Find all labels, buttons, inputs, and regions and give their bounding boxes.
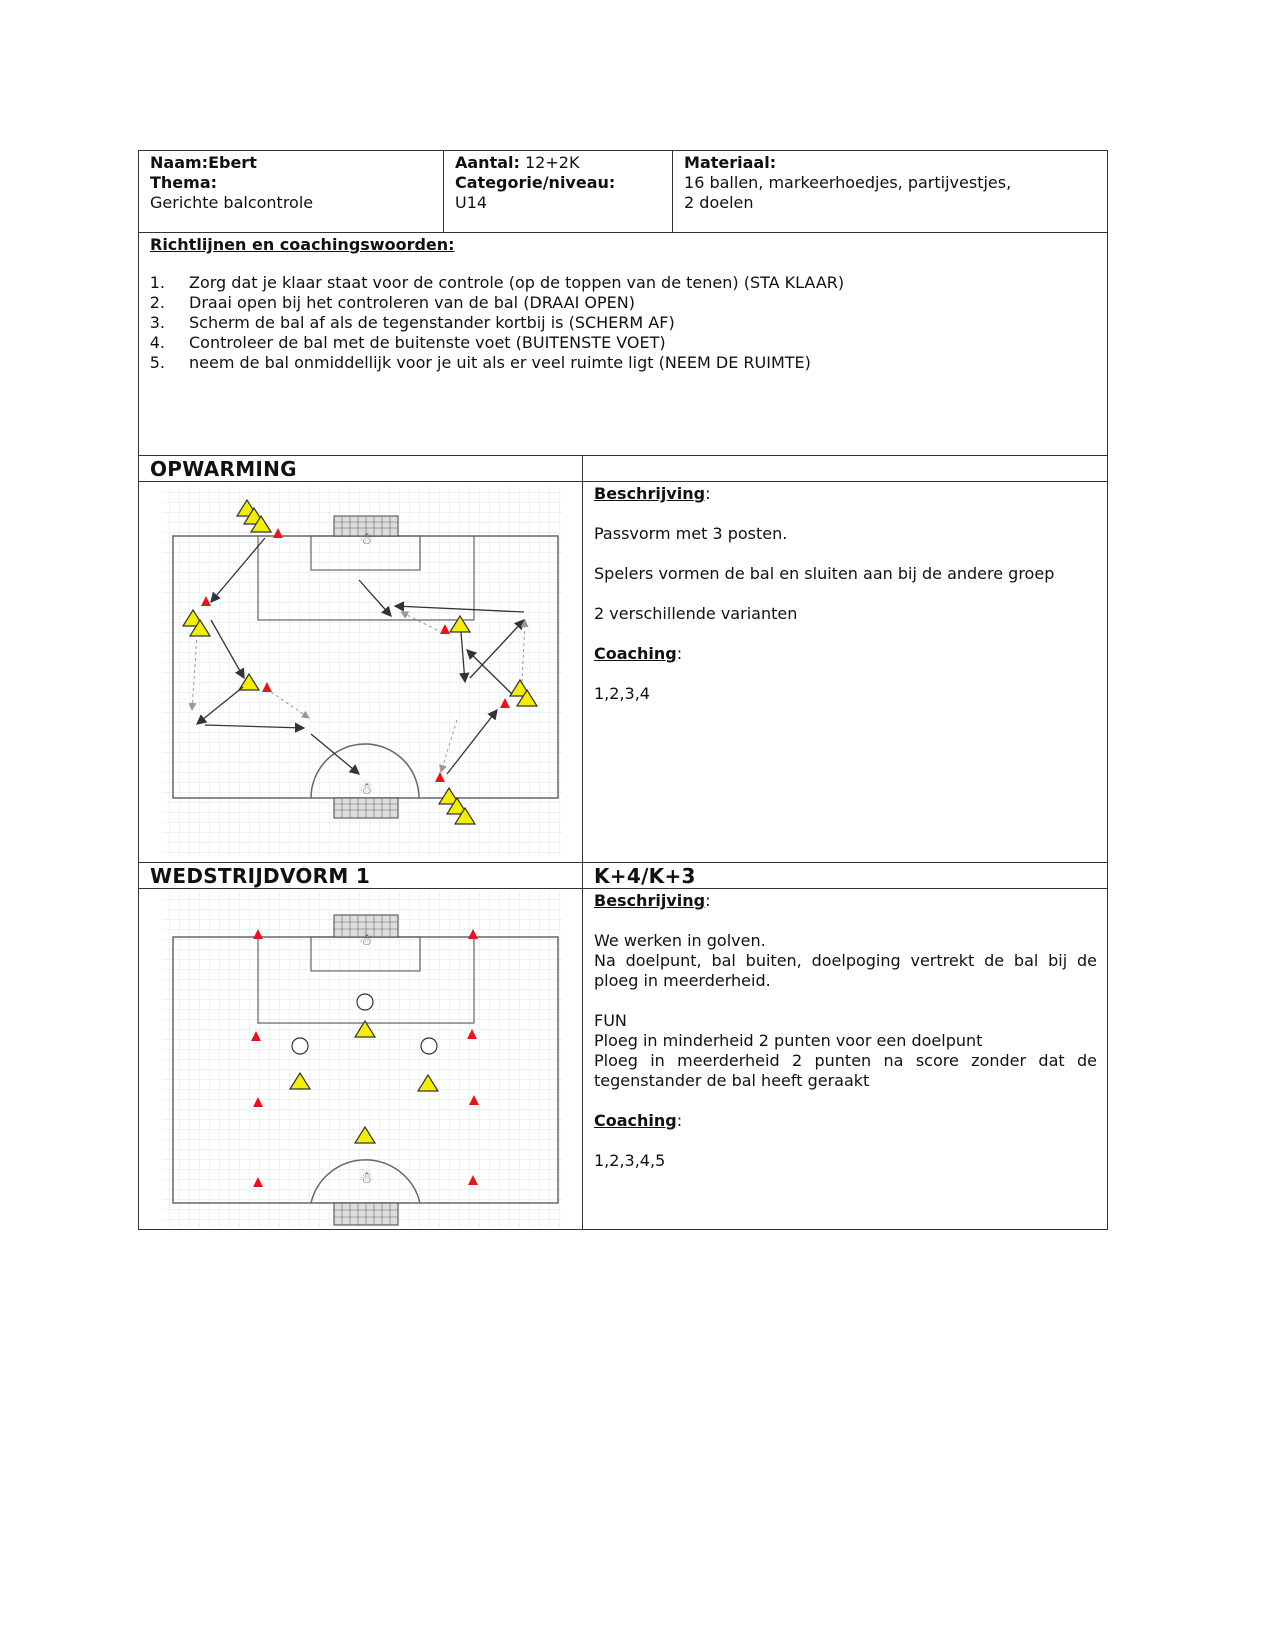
wedstrijdvorm-coaching-value: 1,2,3,4,5 xyxy=(594,1151,666,1170)
materiaal-cell xyxy=(673,151,1108,233)
name-theme-cell xyxy=(139,151,444,233)
categorie-value: U14 xyxy=(455,193,488,212)
opwarming-description-cell: Beschrijving: Passvorm met 3 posten. Spelers vormen de bal en sluiten aan bij de andere groep 2 verschillende varianten Coaching: 1,2,3,4 xyxy=(583,482,1108,863)
guideline-num: 1. xyxy=(149,273,165,292)
goalkeeper-top-icon: ☃ xyxy=(358,930,374,949)
wedstrijdvorm-line2: Na doelpunt, bal buiten, doelpoging vertrekt de bal bij de ploeg in meerderheid. xyxy=(594,951,1098,990)
guidelines-row xyxy=(139,233,1108,456)
wedstrijdvorm-line4: Ploeg in minderheid 2 punten voor een doelpunt xyxy=(594,1031,983,1050)
guideline-text: Draai open bij het controleren van de bal (DRAAI OPEN) xyxy=(189,293,635,312)
wedstrijdvorm-right-title: K+4/K+3 xyxy=(594,864,696,888)
wedstrijdvorm-line3: FUN xyxy=(594,1011,627,1030)
opwarming-coaching-value: 1,2,3,4 xyxy=(594,684,650,703)
wedstrijdvorm-title: WEDSTRIJDVORM 1 xyxy=(150,864,371,888)
goalkeeper-bottom-icon: ☃ xyxy=(358,1168,374,1187)
guidelines-list xyxy=(139,273,1107,373)
opwarming-content-row xyxy=(139,482,1108,863)
guideline-item xyxy=(139,313,1107,333)
aantal-label: Aantal: xyxy=(455,153,520,172)
guideline-num: 5. xyxy=(149,353,165,372)
warmup-pitch-diagram xyxy=(139,482,582,862)
guidelines-title: Richtlijnen en coachingswoorden: xyxy=(150,235,455,254)
opwarming-line1: Passvorm met 3 posten. xyxy=(594,524,788,543)
session-sheet xyxy=(138,150,1107,1230)
guideline-item xyxy=(139,293,1107,313)
opwarming-right-title xyxy=(583,456,1107,481)
thema-label: Thema: xyxy=(150,173,218,192)
guideline-item xyxy=(139,273,1107,293)
guideline-item xyxy=(139,353,1107,373)
goalkeeper-bottom-icon: ☃ xyxy=(358,779,374,798)
materiaal-line1: 16 ballen, markeerhoedjes, partijvestjes, xyxy=(684,173,1012,192)
wedstrijdvorm-line5: Ploeg in meerderheid 2 punten na score zonder dat de tegenstander de bal heeft geraakt xyxy=(594,1051,1098,1090)
opwarming-line3: 2 verschillende varianten xyxy=(594,604,798,623)
guidelines-cell xyxy=(139,233,1108,456)
guideline-num: 3. xyxy=(149,313,165,332)
opwarming-diagram-cell xyxy=(139,482,583,863)
aantal-value: 12+2K xyxy=(525,153,580,172)
aantal-cell xyxy=(444,151,673,233)
wedstrijdvorm-line1: We werken in golven. xyxy=(594,931,766,950)
naam-value: Ebert xyxy=(208,153,257,172)
training-form xyxy=(138,150,1108,1230)
wedstrijdvorm-title-cell xyxy=(139,863,583,889)
coaching-label: Coaching xyxy=(594,1111,677,1130)
materiaal-line2: 2 doelen xyxy=(684,193,754,212)
guideline-text: Scherm de bal af als de tegenstander kortbij is (SCHERM AF) xyxy=(189,313,675,332)
guideline-item xyxy=(139,333,1107,353)
wedstrijdvorm-right-title-cell xyxy=(583,863,1108,889)
wedstrijdvorm-description-cell: Beschrijving: We werken in golven. Na doelpunt, bal buiten, doelpoging vertrekt de bal bij de ploeg in meerderheid. FUN Ploeg in minderheid 2 punten voor een doelpunt Ploeg in meerderheid 2 punten na score zonder dat de tegenstander de bal heeft geraakt Coaching: 1,2,3,4,5 xyxy=(583,889,1108,1230)
opwarming-line2: Spelers vormen de bal en sluiten aan bij de andere groep xyxy=(594,564,1055,583)
beschrijving-label: Beschrijving xyxy=(594,891,706,910)
beschrijving-label: Beschrijving xyxy=(594,484,706,503)
guideline-text: neem de bal onmiddellijk voor je uit als er veel ruimte ligt (NEEM DE RUIMTE) xyxy=(189,353,811,372)
header-row xyxy=(139,151,1108,233)
wedstrijdvorm-title-row xyxy=(139,863,1108,889)
categorie-label: Categorie/niveau: xyxy=(455,173,616,192)
guideline-text: Controleer de bal met de buitenste voet (BUITENSTE VOET) xyxy=(189,333,666,352)
guideline-text: Zorg dat je klaar staat voor de controle (op de toppen van de tenen) (STA KLAAR) xyxy=(189,273,845,292)
goalkeeper-top-icon: ☃ xyxy=(358,529,374,548)
materiaal-label: Materiaal: xyxy=(684,153,777,172)
match-pitch-diagram xyxy=(139,889,582,1229)
guideline-num: 4. xyxy=(149,333,165,352)
opwarming-right-title-cell xyxy=(583,456,1108,482)
wedstrijdvorm-diagram-cell xyxy=(139,889,583,1230)
guideline-num: 2. xyxy=(149,293,165,312)
naam-label: Naam: xyxy=(150,153,209,172)
opwarming-title: OPWARMING xyxy=(150,457,297,481)
opwarming-title-row xyxy=(139,456,1108,482)
thema-value: Gerichte balcontrole xyxy=(150,193,314,212)
opwarming-title-cell xyxy=(139,456,583,482)
coaching-label: Coaching xyxy=(594,644,677,663)
wedstrijdvorm-content-row xyxy=(139,889,1108,1230)
